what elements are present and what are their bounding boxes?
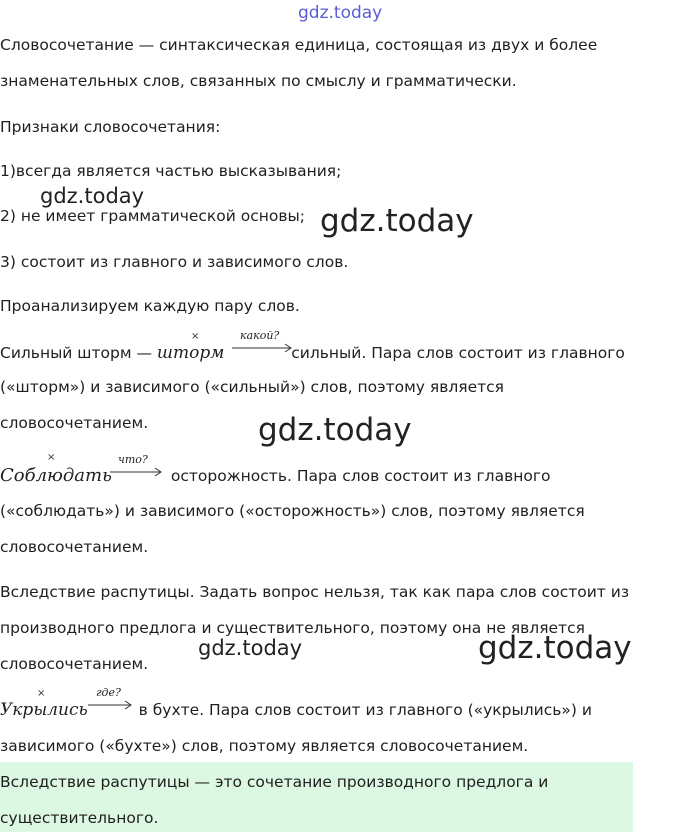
- pair2-question-arrow: [110, 453, 164, 479]
- watermark-top: gdz.today: [298, 3, 383, 23]
- pair1-prefix: Сильный шторм —: [0, 344, 157, 362]
- pair2-rest: осторожность. Пара слов состоит из главного: [170, 467, 551, 485]
- watermark-3: gdz.today: [258, 412, 412, 448]
- intro-line-2: знаменательных слов, связанных по смыслу и грамматически.: [0, 72, 517, 90]
- pair3-line-3: словосочетанием.: [0, 655, 149, 673]
- pair2-question: что?: [118, 453, 148, 466]
- arrow-icon: [232, 343, 294, 353]
- pair1-line-1: [0, 343, 625, 363]
- sign-item-1: 1)всегда является частью высказывания;: [0, 162, 342, 180]
- pair1-main-word: шторм: [156, 343, 225, 363]
- pair3-line-2: производного предлога и существительного, поэтому она не является: [0, 619, 585, 637]
- answer-line-1: Вследствие распутицы — это сочетание производного предлога и: [0, 773, 549, 791]
- pair4-question-arrow: [88, 686, 134, 712]
- arrow-icon: [88, 700, 134, 710]
- pair2-line-2: («соблюдать») и зависимого («осторожность») слов, поэтому является: [0, 502, 585, 520]
- watermark-5: gdz.today: [478, 630, 632, 666]
- pair1-line-2: («шторм») и зависимого («сильный») слов, поэтому является: [0, 378, 504, 396]
- sign-item-3: 3) состоит из главного и зависимого слов.: [0, 253, 349, 271]
- pair4-main-word: Укрылись: [0, 700, 88, 720]
- pair1-cross-mark: ×: [191, 331, 200, 342]
- signs-heading: Признаки словосочетания:: [0, 118, 221, 136]
- pair1-question: какой?: [240, 329, 280, 342]
- pair2-line-1: [0, 465, 550, 486]
- pair1-line-3: словосочетанием.: [0, 414, 149, 432]
- arrow-icon: [110, 467, 164, 477]
- pair2-main-word: Соблюдать: [0, 465, 112, 486]
- pair2-line-3: словосочетанием.: [0, 538, 149, 556]
- watermark-4: gdz.today: [198, 636, 303, 660]
- pair2-cross-mark: ×: [47, 452, 56, 463]
- watermark-1: gdz.today: [40, 184, 145, 208]
- watermark-2: gdz.today: [320, 203, 474, 239]
- answer-line-2: существительного.: [0, 809, 159, 827]
- pair1-rest: сильный. Пара слов состоит из главного: [291, 344, 625, 362]
- pair4-cross-mark: ×: [37, 688, 46, 699]
- sign-item-2: 2) не имеет грамматической основы;: [0, 207, 305, 225]
- analyze-text: Проанализируем каждую пару слов.: [0, 297, 300, 315]
- pair4-question: где?: [96, 686, 121, 699]
- pair4-line-2: зависимого («бухте») слов, поэтому является словосочетанием.: [0, 737, 529, 755]
- pair3-line-1: Вследствие распутицы. Задать вопрос нельзя, так как пара слов состоит из: [0, 583, 630, 601]
- intro-line-1: Словосочетание — синтаксическая единица, состоящая из двух и более: [0, 36, 598, 54]
- pair4-rest: в бухте. Пара слов состоит из главного («укрылись») и: [138, 701, 592, 719]
- pair1-question-arrow: [232, 329, 294, 355]
